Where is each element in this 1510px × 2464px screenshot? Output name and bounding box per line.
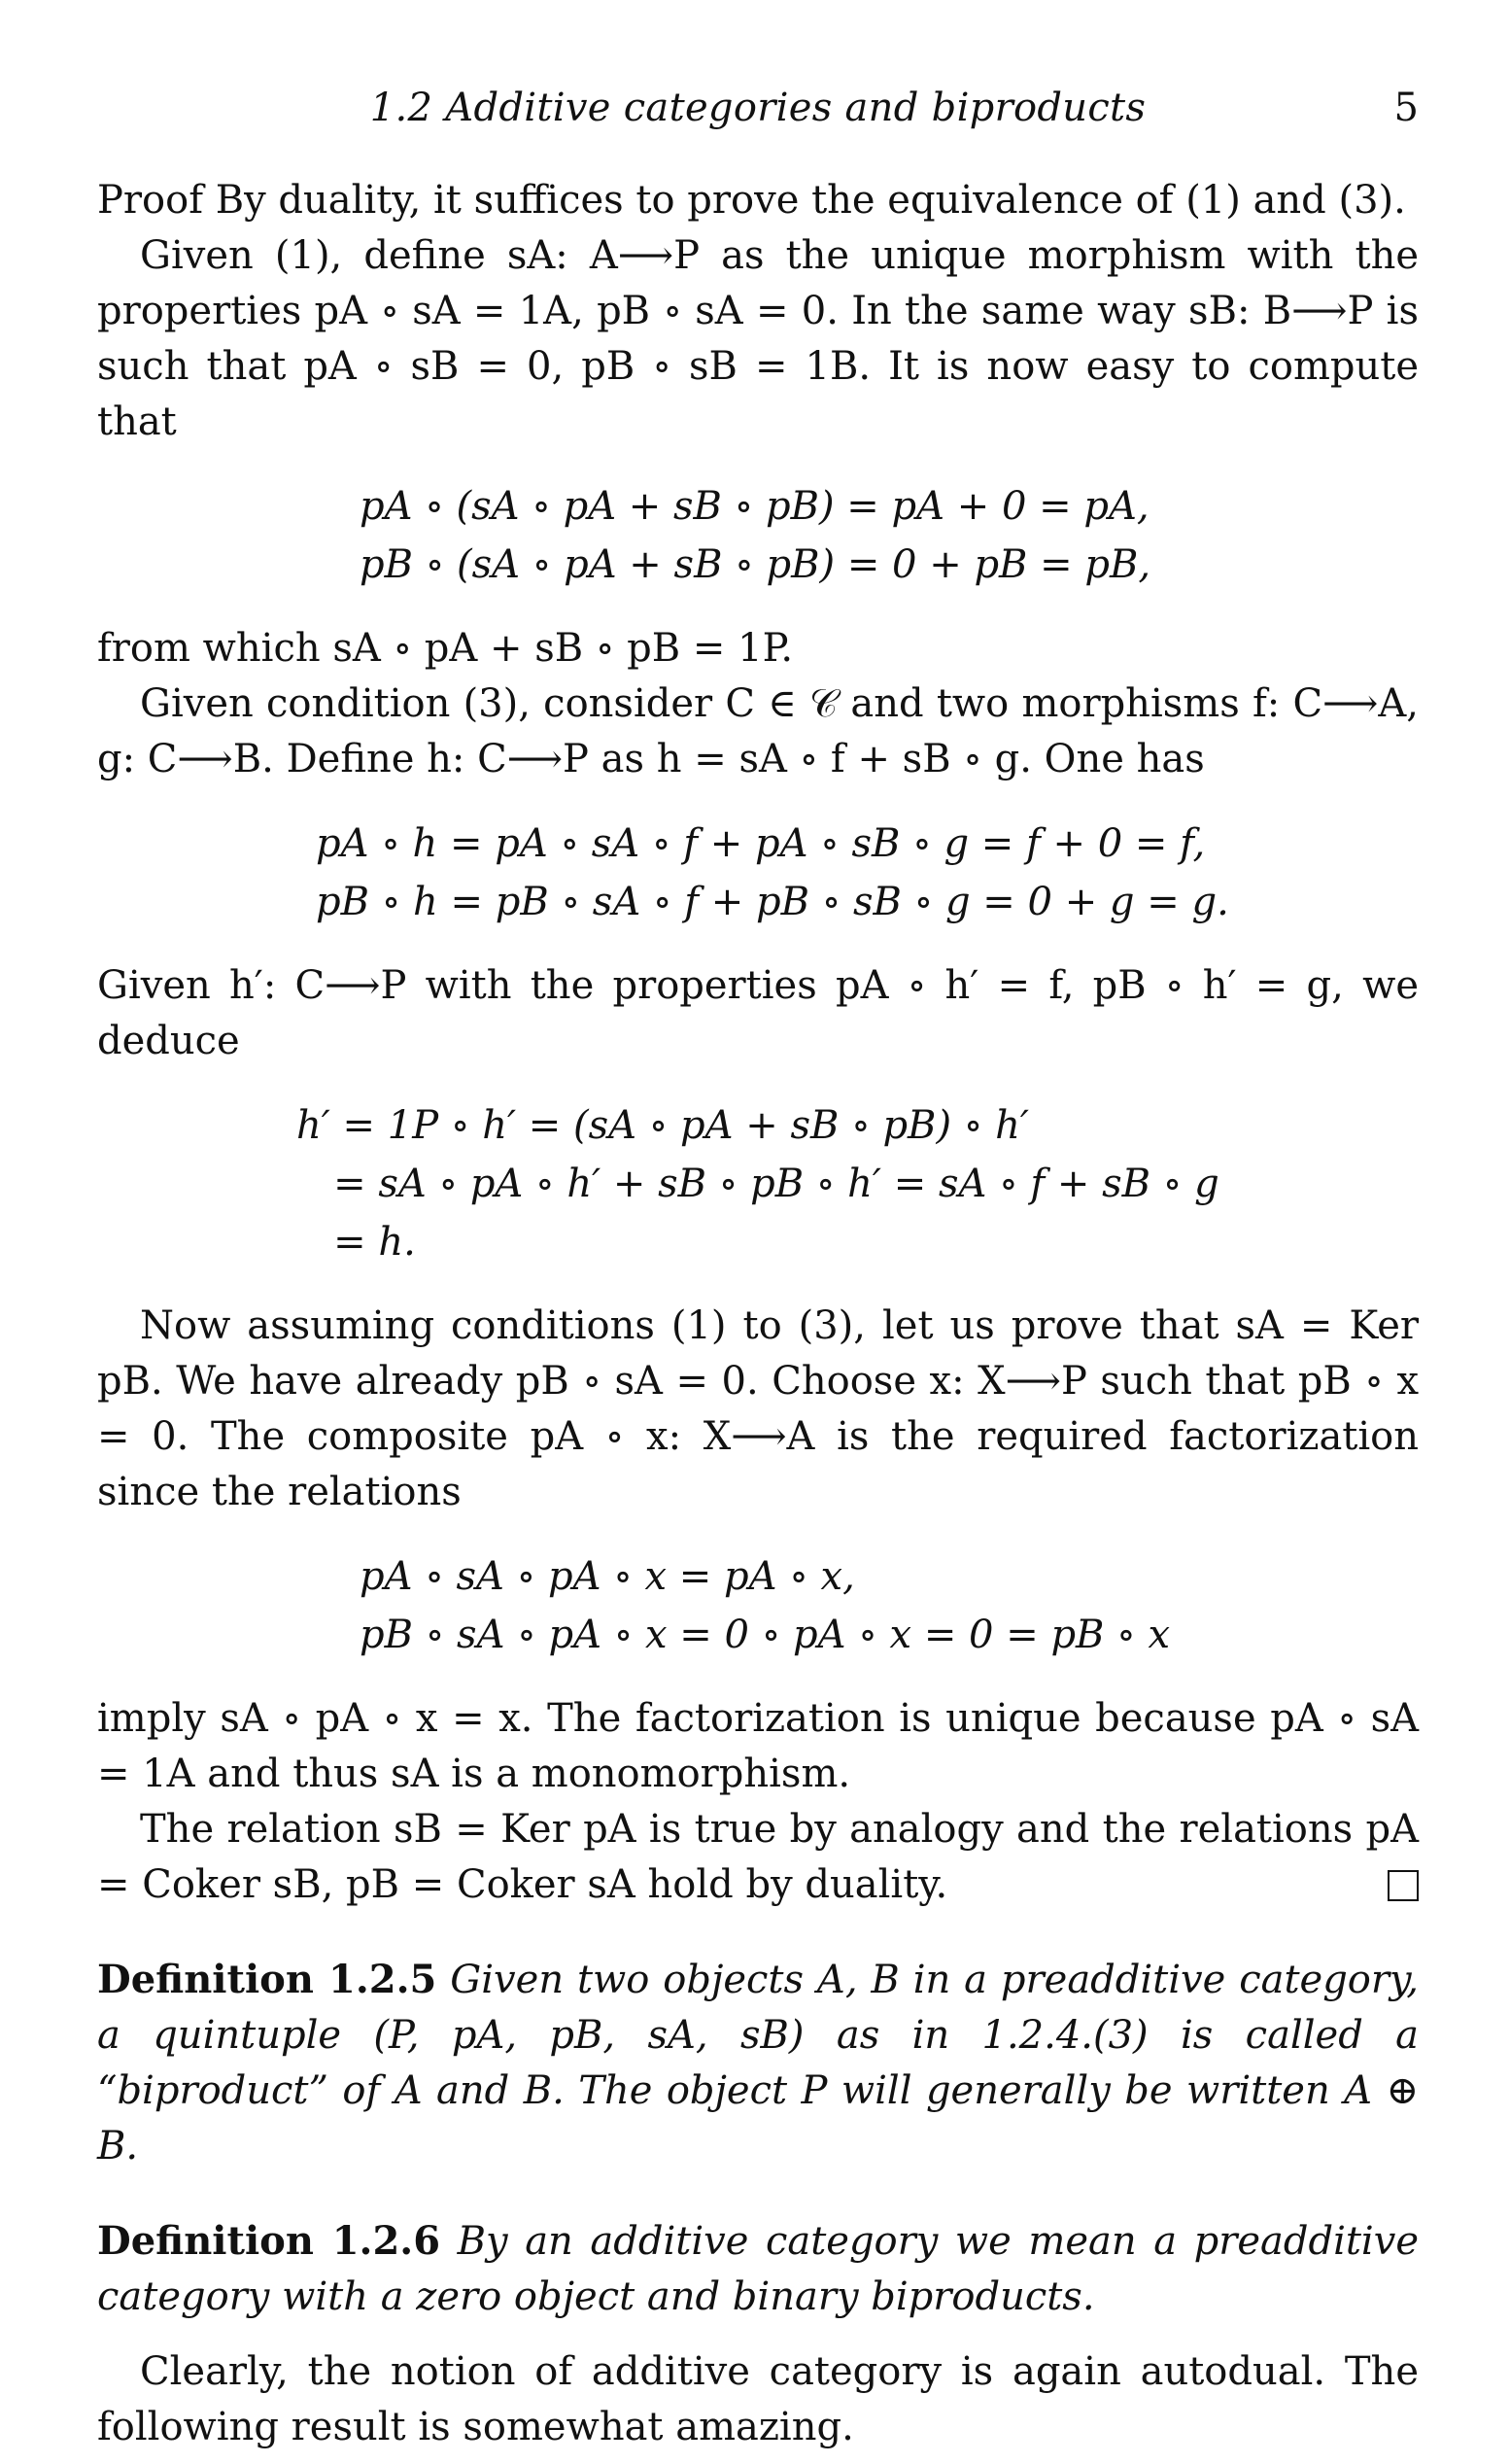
- equation-line: pA ∘ sA ∘ pA ∘ x = pA ∘ x,: [360, 1554, 855, 1599]
- definition-label: Definition 1.2.6: [97, 2218, 441, 2264]
- definition-label: Definition 1.2.5: [97, 1957, 437, 2002]
- definition-text: By an additive category we mean a preadditive category with a zero object and binary biproducts.: [97, 2219, 1419, 2319]
- equation-line: pB ∘ (sA ∘ pA + sB ∘ pB) = 0 + pB = pB,: [360, 542, 1151, 587]
- equation-block-3: [97, 1096, 1419, 1271]
- equation-block-4: [97, 1547, 1419, 1664]
- page-body: [97, 173, 1419, 2455]
- equation-line: = h.: [296, 1220, 416, 1265]
- closing-paragraph: Clearly, the notion of additive category is again autodual. The following result is somewhat amazing.: [97, 2349, 1419, 2449]
- proof-paragraph: Given (1), define sA: A⟶P as the unique morphism with the properties pA ∘ sA = 1A, pB ∘ sA = 0. In the same way sB: B⟶P is such that pA ∘ sB = 0, pB ∘ sB = 1B. It is now easy to compute that: [97, 233, 1419, 444]
- equation-line: = sA ∘ pA ∘ h′ + sB ∘ pB ∘ h′ = sA ∘ f + sB ∘ g: [296, 1162, 1219, 1206]
- equation-line: pA ∘ (sA ∘ pA + sB ∘ pB) = pA + 0 = pA,: [360, 484, 1150, 529]
- equation-line: pB ∘ sA ∘ pA ∘ x = 0 ∘ pA ∘ x = 0 = pB ∘ x: [360, 1613, 1171, 1657]
- proof-paragraph: Given h′: C⟶P with the properties pA ∘ h′ = f, pB ∘ h′ = g, we deduce: [97, 963, 1419, 1063]
- definition-text: Given two objects A, B in a preadditive category, a quintuple (P, pA, pB, sA, sB) as in 1.2.4.(3) is called a “biproduct” of A and B. The object P will generally be written A ⊕ B.: [97, 1958, 1420, 2169]
- equation-line: pA ∘ h = pA ∘ sA ∘ f + pA ∘ sB ∘ g = f + 0 = f,: [316, 821, 1206, 866]
- page-header: [97, 86, 1419, 144]
- proof-paragraph-final: [97, 1802, 1419, 1913]
- definition-1-2-6: [97, 2213, 1419, 2325]
- proof-final-text: The relation sB = Ker pA is true by analogy and the relations pA = Coker sB, pB = Coker sA hold by duality.: [97, 1807, 1419, 1907]
- proof-paragraph: from which sA ∘ pA + sB ∘ pB = 1P.: [97, 626, 794, 671]
- equation-block-1: [97, 477, 1419, 594]
- proof-intro: Proof By duality, it suffices to prove the equivalence of (1) and (3).: [97, 178, 1406, 223]
- equation-line: pB ∘ h = pB ∘ sA ∘ f + pB ∘ sB ∘ g = 0 + g = g.: [316, 880, 1229, 924]
- qed-box-icon: [1388, 1870, 1419, 1901]
- page-number: 5: [1393, 86, 1419, 130]
- proof-paragraph: imply sA ∘ pA ∘ x = x. The factorization is unique because pA ∘ sA = 1A and thus sA is a monomorphism.: [97, 1696, 1419, 1796]
- equation-line: h′ = 1P ∘ h′ = (sA ∘ pA + sB ∘ pB) ∘ h′: [296, 1103, 1029, 1148]
- equation-block-2: [97, 815, 1419, 931]
- proof-paragraph: Now assuming conditions (1) to (3), let us prove that sA = Ker pB. We have already pB ∘ sA = 0. Choose x: X⟶P such that pB ∘ x = 0. The composite pA ∘ x: X⟶A is the required factorization since the relations: [97, 1303, 1419, 1514]
- running-head: 1.2 Additive categories and biproducts: [369, 86, 1147, 130]
- proof-paragraph: Given condition (3), consider C ∈ 𝒞 and two morphisms f: C⟶A, g: C⟶B. Define h: C⟶P as h = sA ∘ f + sB ∘ g. One has: [97, 681, 1419, 781]
- definition-1-2-5: [97, 1952, 1419, 2174]
